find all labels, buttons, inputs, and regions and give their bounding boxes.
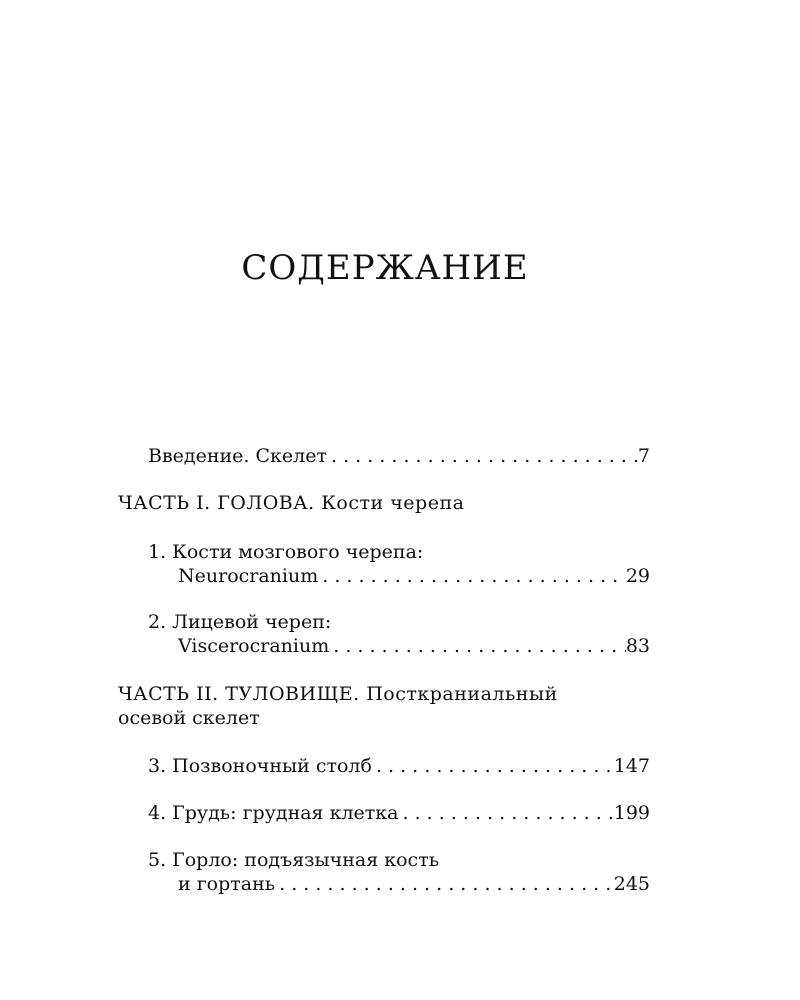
dot-leader xyxy=(399,801,614,825)
toc-entry-chapter-3[interactable] xyxy=(148,754,650,778)
dot-leader xyxy=(327,444,638,468)
toc-entry-chapter-1[interactable] xyxy=(178,564,650,588)
toc-page-number: 199 xyxy=(613,802,650,824)
toc-part-heading-2[interactable]: ЧАСТЬ II. ТУЛОВИЩЕ. Посткраниальный xyxy=(118,683,558,705)
toc-part-heading-2-cont[interactable]: осевой скелет xyxy=(118,707,260,729)
page-title: СОДЕРЖАНИЕ xyxy=(241,248,529,288)
toc-entry-label: и гортань xyxy=(178,873,276,895)
toc-page-number: 29 xyxy=(625,565,650,587)
toc-page-number: 245 xyxy=(613,873,650,895)
toc-entry-label: 3. Позвоночный столб xyxy=(148,755,372,777)
toc-page-number: 147 xyxy=(613,755,650,777)
dot-leader xyxy=(275,872,614,896)
toc-entry-chapter-1-title[interactable]: 1. Кости мозгового черепа: xyxy=(148,541,424,563)
toc-entry-chapter-5[interactable] xyxy=(178,872,650,896)
toc-part-heading-1[interactable]: ЧАСТЬ I. ГОЛОВА. Кости черепа xyxy=(118,492,465,514)
toc-entry-label: Neurocranium xyxy=(178,565,319,587)
toc-entry-label: Viscerocranium xyxy=(178,635,330,657)
toc-entry-chapter-2[interactable] xyxy=(178,634,650,658)
dot-leader xyxy=(318,564,626,588)
dot-leader xyxy=(372,754,614,778)
toc-entry-chapter-2-title[interactable]: 2. Лицевой череп: xyxy=(148,611,332,633)
toc-entry-chapter-4[interactable] xyxy=(148,801,650,825)
toc-page-number: 83 xyxy=(625,635,650,657)
toc-entry-label: Введение. Скелет xyxy=(148,445,327,467)
toc-page-number: 7 xyxy=(637,445,650,467)
toc-entry-intro[interactable] xyxy=(148,444,650,468)
toc-entry-chapter-5-title[interactable]: 5. Горло: подъязычная кость xyxy=(148,849,440,871)
toc-entry-label: 4. Грудь: грудная клетка xyxy=(148,802,399,824)
dot-leader xyxy=(329,634,626,658)
